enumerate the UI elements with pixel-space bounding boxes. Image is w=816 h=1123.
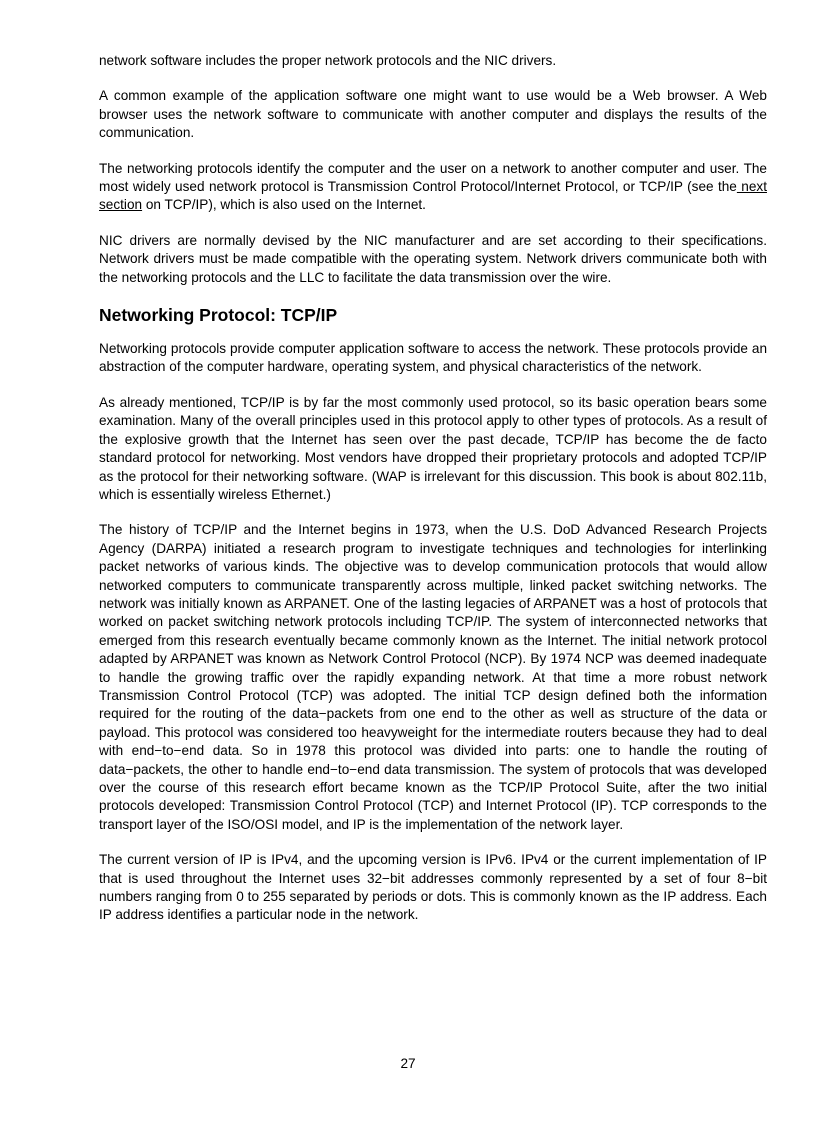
paragraph-text-after-link: on TCP/IP), which is also used on the Internet. bbox=[142, 197, 426, 213]
section-heading: Networking Protocol: TCP/IP bbox=[99, 305, 338, 326]
page-content bbox=[99, 52, 767, 942]
paragraph-tcpip-usage: As already mentioned, TCP/IP is by far the most commonly used protocol, so its basic operation bears some examination. Many of the overall principles used in this protocol apply to other types of protocols. As a result of the explosive growth that the Internet has seen over the past decade, TCP/IP has become the de facto standard protocol for networking. Most vendors have dropped their proprietary protocols and adopted TCP/IP as the protocol for their networking software. (WAP is irrelevant for this discussion. This book is about 802.11b, which is essentially wireless Ethernet.) bbox=[99, 394, 767, 502]
paragraph-text-before-link: The networking protocols identify the computer and the user on a network to another computer and user. The most widely used network protocol is Transmission Control Protocol/Internet Protocol, or TCP/IP (see the bbox=[99, 160, 767, 195]
next-section-link[interactable]: next section bbox=[99, 179, 767, 213]
page-number: 27 bbox=[400, 1056, 416, 1071]
paragraph-ip-versions: The current version of IP is IPv4, and the upcoming version is IPv6. IPv4 or the current implementation of IP that is used throughout the Internet uses 32−bit addresses commonly represented by a set of four 8−bit numbers ranging from 0 to 255 separated by periods or dots. This is commonly known as the IP address. Each IP address identifies a particular node in the network. bbox=[99, 852, 767, 923]
paragraph-tcpip-history: The history of TCP/IP and the Internet begins in 1973, when the U.S. DoD Advanced Research Projects Agency (DARPA) initiated a research program to investigate techniques and technologies for interlinking packet networks of various kinds. The objective was to develop communication protocols that would allow networked computers to communicate transparently across multiple, linked packet switching networks. The network was initially known as ARPANET. One of the lasting legacies of ARPANET was a host of protocols that worked on packet switching network protocols including TCP/IP. The system of interconnected networks that emerged from this research eventually became commonly known as the Internet. The initial network protocol adapted by ARPANET was known as Network Control Protocol (NCP). By 1974 NCP was deemed inadequate to handle the growing traffic over the rapidly expanding network. At that time a more robust network Transmission Control Protocol (TCP) was adopted. The initial TCP design defined both the information required for the routing of the data−packets from one end to the other as well as structure of the data or payload. This protocol was considered too heavyweight for the intermediate routers because they had to deal with end−to−end data. So in 1978 this protocol was divided into parts: one to handle the routing of data−packets, the other to handle end−to−end data transmission. The system of protocols that was developed over the course of this research effort became known as the TCP/IP Protocol Suite, after the two initial protocols developed: Transmission Control Protocol (TCP) and Internet Protocol (IP). TCP corresponds to the transport layer of the ISO/OSI model, and IP is the implementation of the network layer. bbox=[99, 522, 767, 832]
paragraph-nic-drivers: NIC drivers are normally devised by the NIC manufacturer and are set according to their specifications. Network drivers must be made compatible with the operating system. Network drivers communicate both with the networking protocols and the LLC to facilitate the data transmission over the wire. bbox=[99, 232, 767, 285]
paragraph-network-software: network software includes the proper network protocols and the NIC drivers. bbox=[99, 53, 557, 68]
paragraph-protocols-abstraction: Networking protocols provide computer application software to access the network. These protocols provide an abstraction of the computer hardware, operating system, and physical characteristics of the network. bbox=[99, 341, 767, 375]
paragraph-networking-protocols bbox=[99, 160, 767, 215]
paragraph-application-software: A common example of the application software one might want to use would be a Web browser. A Web browser uses the network software to communicate with another computer and displays the results of the communication. bbox=[99, 88, 767, 141]
